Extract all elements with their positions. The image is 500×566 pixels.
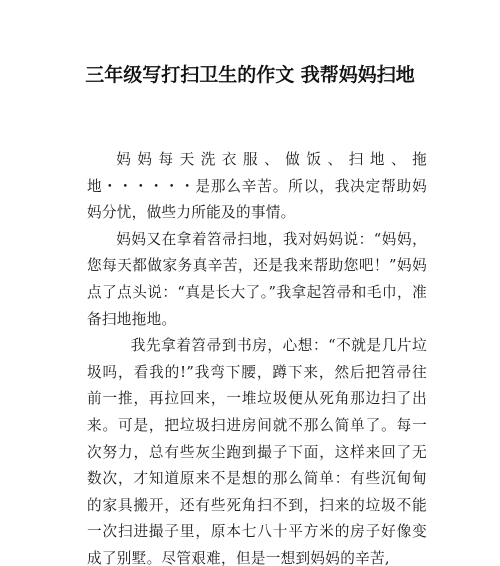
paragraph-1: 妈妈每天洗衣服、做饭、扫地、拖地・・・・・・是那么辛苦。所以，我决定帮助妈妈分忧，做些力所能及的事情。 xyxy=(87,151,427,222)
paragraph-2: 妈妈又在拿着笤帚扫地，我对妈妈说：“妈妈，您每天都做家务真辛苦，还是我来帮助您吧！”妈妈点了点头说：“真是长大了。”我拿起笤帚和毛巾，准备扫地拖地。 xyxy=(87,230,427,328)
article-title: 三年级写打扫卫生的作文 我帮妈妈扫地 xyxy=(85,64,415,86)
article-body xyxy=(87,147,427,566)
paragraph-3: 我先拿着笤帚到书房，心想：“不就是几片垃圾吗，看我的!”我弯下腰，蹲下来，然后把笤帚往前一推，再拉回来，一堆垃圾便从死角那边扫了出来。可是，把垃圾扫进房间就不那么简单了。每一次努力，总有些灰尘跑到撮子下面，这样来回了无数次，才知道原来不是想的那么简单：有些沉甸甸的家具搬开，还有些死角扫不到，扫来的垃圾不能一次扫进撮子里，原本七八十平方米的房子好像变成了别墅。尽管艰难，但是一想到妈妈的辛苦, xyxy=(87,337,427,566)
